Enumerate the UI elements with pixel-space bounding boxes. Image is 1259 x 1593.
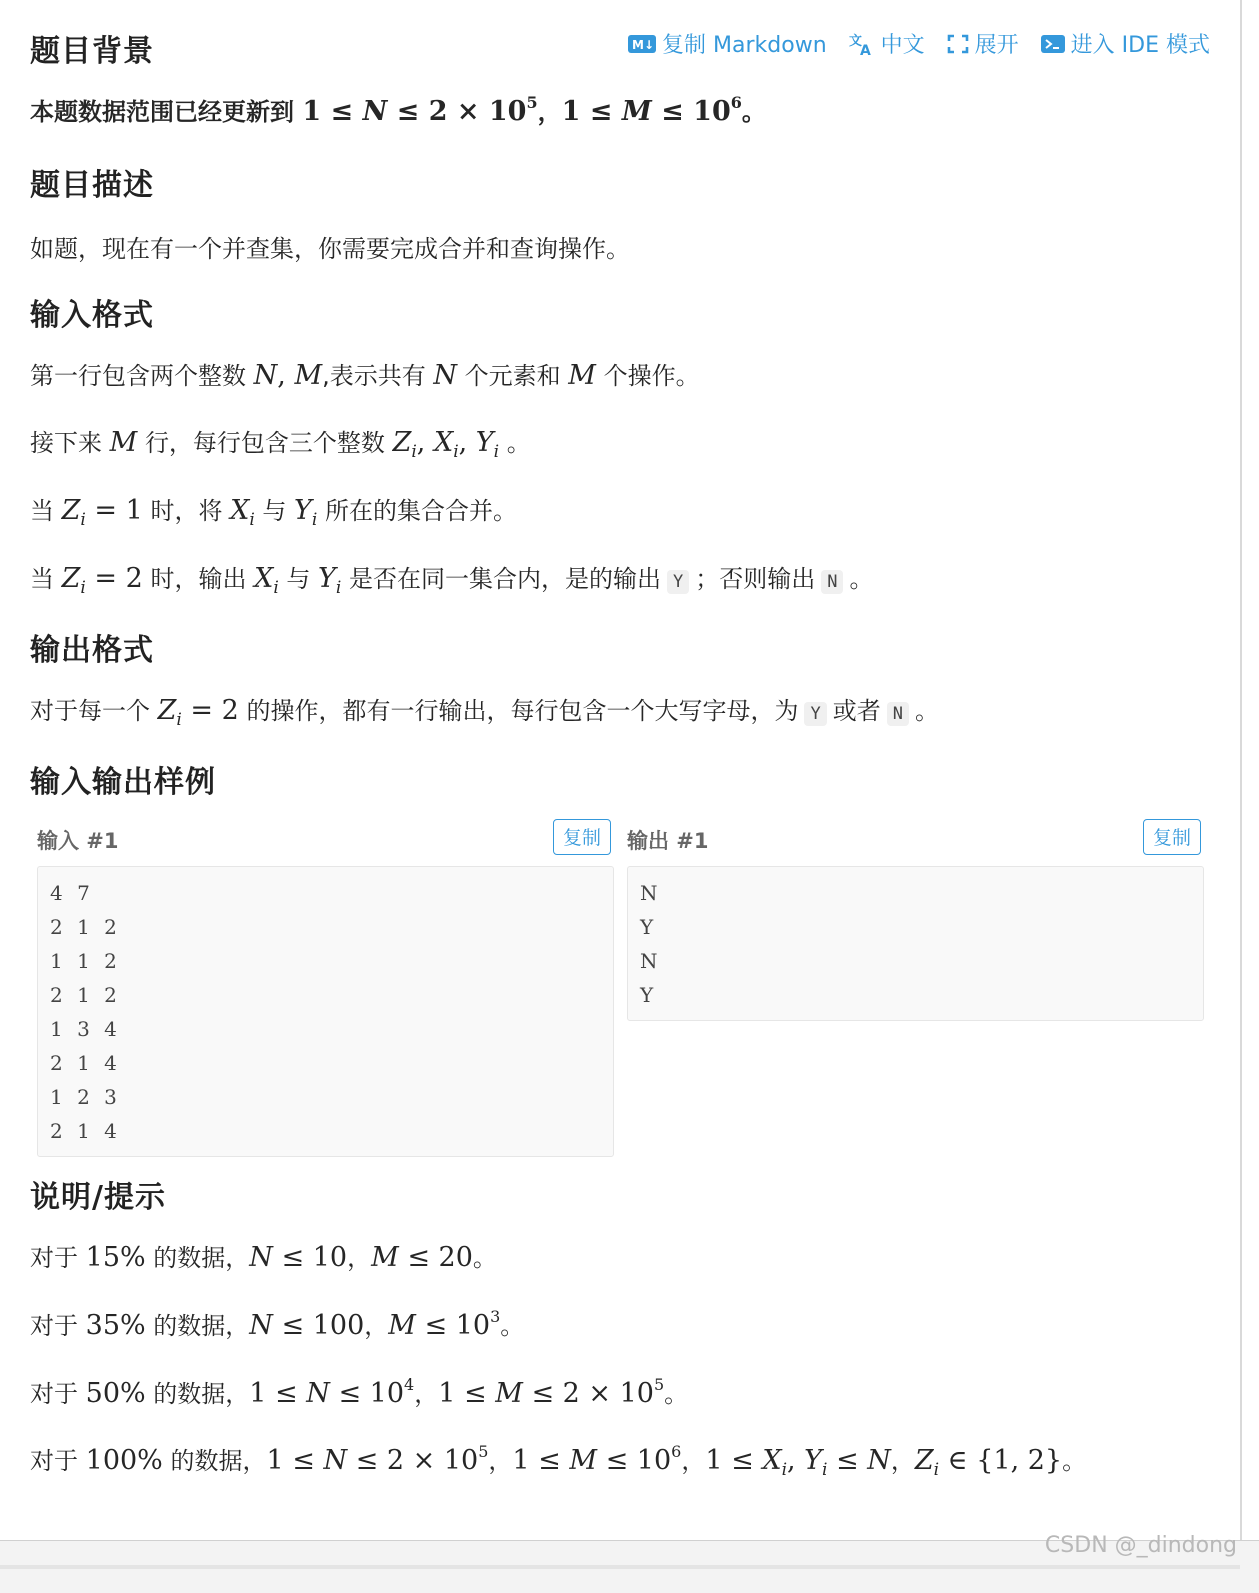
output-format-title: 输出格式 (30, 633, 154, 668)
background-text: 本题数据范围已经更新到 $1 \le N \le 2 \times 10^5$，$1 \le M \le 10^6$。 (30, 93, 766, 127)
copy-output-button[interactable]: 复制 (1143, 819, 1201, 855)
watermark: CSDN @_dindong (1044, 1533, 1237, 1558)
hint-line-1: 对于 15% 的数据，N ≤ 10，M ≤ 20。 (30, 1242, 497, 1273)
input-format-line-1: 第一行包含两个整数 N, M,表示共有 N 个元素和 M 个操作。 (30, 360, 700, 391)
sample-input-line: 1 3 4 (50, 1017, 121, 1041)
sample-input-line: 4 7 (50, 881, 94, 905)
language-button[interactable]: 文 A 中文 (848, 33, 925, 58)
copy-markdown-button[interactable]: M↓ 复制 Markdown (628, 28, 827, 59)
sample-input-line: 1 2 3 (50, 1085, 121, 1109)
sample-output-line: Y (640, 983, 658, 1007)
terminal-icon (1041, 34, 1065, 54)
description-text: 如题，现在有一个并查集，你需要完成合并和查询操作。 (30, 235, 630, 263)
sample-output-box[interactable] (627, 866, 1204, 1021)
problem-toolbar (628, 28, 1210, 59)
hints-title: 说明/提示 (30, 1180, 166, 1215)
input-format-title: 输入格式 (30, 298, 154, 333)
samples-title: 输入输出样例 (30, 765, 216, 800)
sample-input-line: 2 1 4 (50, 1051, 121, 1075)
sample-input-label: 输入 #1 (37, 829, 119, 853)
hint-line-4: 对于 100% 的数据，$1 \le N \le 2 \times 10^5$，$1 \le M \le 10^6$，$1 \le X_i$, $Y_i \le N$，$Z_i$ ∈ {1, 2}。 (30, 1442, 1087, 1480)
translate-icon (849, 32, 875, 56)
svg-text:文: 文 (848, 33, 862, 49)
copy-input-button[interactable]: 复制 (553, 819, 611, 855)
sample-input-line: 2 1 4 (50, 1119, 121, 1143)
expand-icon (947, 34, 969, 54)
sample-output-line: Y (640, 915, 658, 939)
sample-input-line: 2 1 2 (50, 915, 121, 939)
input-format-line-2: 接下来 M 行，每行包含三个整数 $Z_i$, $X_i$, $Y_i$ 。 (30, 427, 531, 462)
hint-line-2: 对于 35% 的数据，N ≤ 100，$M \le 10^3$。 (30, 1307, 525, 1341)
ide-mode-button[interactable]: 进入 IDE 模式 (1041, 28, 1210, 59)
sample-output-label: 输出 #1 (627, 829, 709, 853)
svg-text:A: A (859, 42, 871, 56)
markdown-icon (628, 35, 656, 53)
input-format-line-3: 当 $Z_i = 1$ 时，将 $X_i$ 与 $Y_i$ 所在的集合合并。 (30, 495, 517, 530)
inline-code-yes: Y (804, 702, 826, 726)
inline-code-no: N (821, 570, 843, 594)
window-edge (1240, 0, 1242, 1592)
sample-input-line: 2 1 2 (50, 983, 121, 1007)
sample-output-line: N (640, 949, 662, 973)
sample-input-line: 1 1 2 (50, 949, 121, 973)
inline-code-no: N (887, 702, 909, 726)
svg-text:M↓: M↓ (632, 37, 655, 52)
description-title: 题目描述 (30, 168, 154, 203)
input-format-line-4: 当 $Z_i = 2$ 时，输出 $X_i$ 与 $Y_i$ 是否在同一集合内，是的输出 Y ；否则输出 N 。 (30, 563, 874, 598)
inline-code-yes: Y (667, 570, 689, 594)
horizontal-scrollbar[interactable] (0, 1565, 1240, 1569)
background-title: 题目背景 (30, 34, 154, 69)
sample-output-line: N (640, 881, 662, 905)
expand-button[interactable]: 展开 (947, 28, 1019, 59)
sample-input-box[interactable] (37, 866, 614, 1157)
output-format-text: 对于每一个 $Z_i = 2$ 的操作，都有一行输出，每行包含一个大写字母，为 Y 或者 N 。 (30, 695, 939, 730)
hint-line-3: 对于 50% 的数据，$1 \le N \le 10^4$，$1 \le M \le 2 \times 10^5$。 (30, 1375, 689, 1409)
